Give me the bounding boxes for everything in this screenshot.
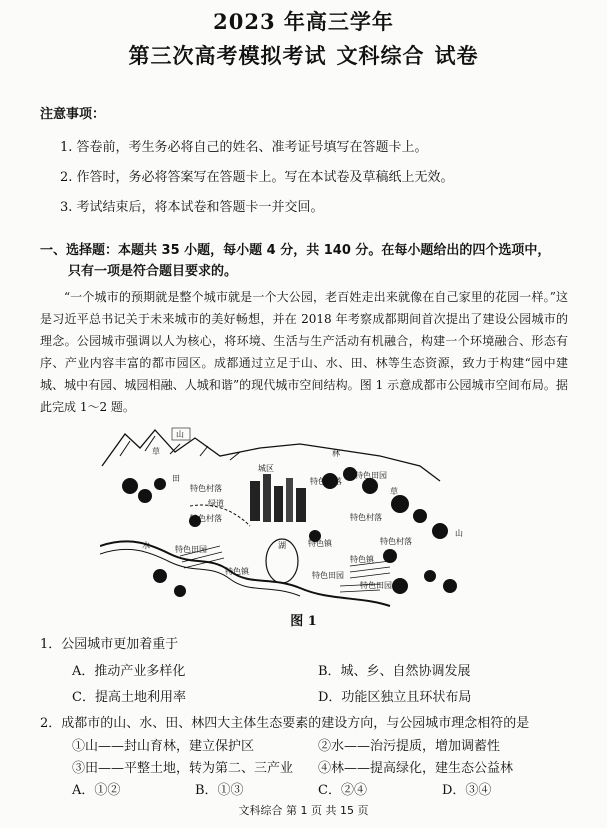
label-cao: 草 (390, 487, 398, 496)
label-lvdao: 绿道 (208, 499, 224, 508)
label-chengqu: 城区 (258, 464, 274, 473)
section-heading-line2: 只有一项是符合题目要求的。 (68, 264, 238, 279)
label-field: 特色田园 (360, 581, 392, 590)
city-block (274, 486, 283, 522)
field-stripes (180, 546, 390, 592)
label-shui: 水 (142, 541, 150, 550)
q1-option-b: B．城、乡、自然协调发展 (318, 664, 471, 679)
label-field: 特色田园 (312, 571, 344, 580)
section-heading-line1: 一、选择题：本题共 35 小题，每小题 4 分，共 140 分。在每小题给出的四个选项中， (40, 243, 551, 258)
label-village: 特色村落 (310, 477, 342, 486)
label-cao: 草 (152, 447, 160, 456)
label-shan: 山 (176, 430, 184, 439)
note-item: 3. 考试结束后，将本试卷和答题卡一并交回。 (60, 200, 324, 215)
label-town: 特色镇 (308, 539, 332, 548)
city-block (286, 478, 293, 522)
q1-option-a: A．推动产业多样化 (72, 664, 186, 679)
question-1-stem: 1．公园城市更加着重于 (40, 637, 179, 652)
section-heading (40, 240, 570, 282)
paper-word: 试卷 (434, 43, 479, 68)
label-village: 特色村落 (190, 484, 222, 493)
park-city-map (100, 426, 480, 611)
q2-option-a: A．①② (72, 783, 121, 798)
q2-option-c: C．②④ (318, 783, 367, 798)
label-lin: 林 (332, 449, 340, 458)
q2-item-4: ④林——提高绿化，建生态公益林 (318, 761, 514, 776)
passage: “一个城市的预期就是整个城市就是一个大公园，老百姓走出来就像在自己家里的花园一样。”这是习近平总书记关于未来城市的美好畅想，并在 2018 年考察成都期间首次提出了建设公园城市的理念。公园城市强调以人为核心，将环境、生活与生产活动有机融合，构建一个环境融合、形态有序、产业内容丰富的都市园区。成都通过立足于山、水、田、林等生态资源，致力于构建“园中建城、城中有园、城园相融、人城和谐”的现代城市空间结构。图 1 示意成都市公园城市空间布局。据此完成 1～2 题。 (40, 290, 568, 414)
exam-title-line2 (0, 40, 607, 70)
label-shan: 山 (455, 529, 463, 538)
notes-heading: 注意事项： (40, 107, 106, 122)
note-item: 2. 作答时，务必将答案写在答题卡上。写在本试卷及草稿纸上无效。 (60, 170, 454, 185)
q2-option-b: B．①③ (195, 783, 244, 798)
q2-item-2: ②水——治污提质，增加调蓄性 (318, 739, 501, 754)
label-hu: 湖 (278, 541, 286, 550)
label-tian: 田 (172, 474, 180, 483)
label-village: 特色村落 (190, 514, 222, 523)
q1-option-c: C．提高土地利用率 (72, 690, 186, 705)
city-block (263, 474, 271, 522)
city-block (250, 481, 260, 521)
q2-option-d: D．③④ (442, 783, 492, 798)
page-footer: 文科综合 第 1 页 共 15 页 (238, 804, 369, 817)
river-bank (100, 549, 300, 596)
label-village: 特色村落 (350, 513, 382, 522)
question-2-stem: 2．成都市的山、水、田、林四大主体生态要素的建设方向，与公园城市理念相符的是 (40, 716, 530, 731)
q1-option-d: D．功能区独立且环状布局 (318, 690, 472, 705)
exam-name: 第三次高考模拟考试 (128, 43, 327, 68)
note-item: 1. 答卷前，考生务必将自己的姓名、准考证号填写在答题卡上。 (60, 140, 428, 155)
label-town: 特色镇 (225, 567, 249, 576)
q2-item-3: ③田——平整土地，转为第二、三产业 (72, 761, 294, 776)
subject-name: 文科综合 (336, 43, 425, 68)
figure-caption: 图 1 (290, 614, 317, 629)
label-town: 特色镇 (350, 555, 374, 564)
label-village: 特色村落 (380, 537, 412, 546)
q2-item-1: ①山——封山育林，建立保护区 (72, 739, 255, 754)
city-block (296, 488, 306, 522)
label-field: 特色田园 (355, 471, 387, 480)
exam-title-line1: 2023 年高三学年 (213, 9, 394, 34)
label-field: 特色田园 (175, 545, 207, 554)
